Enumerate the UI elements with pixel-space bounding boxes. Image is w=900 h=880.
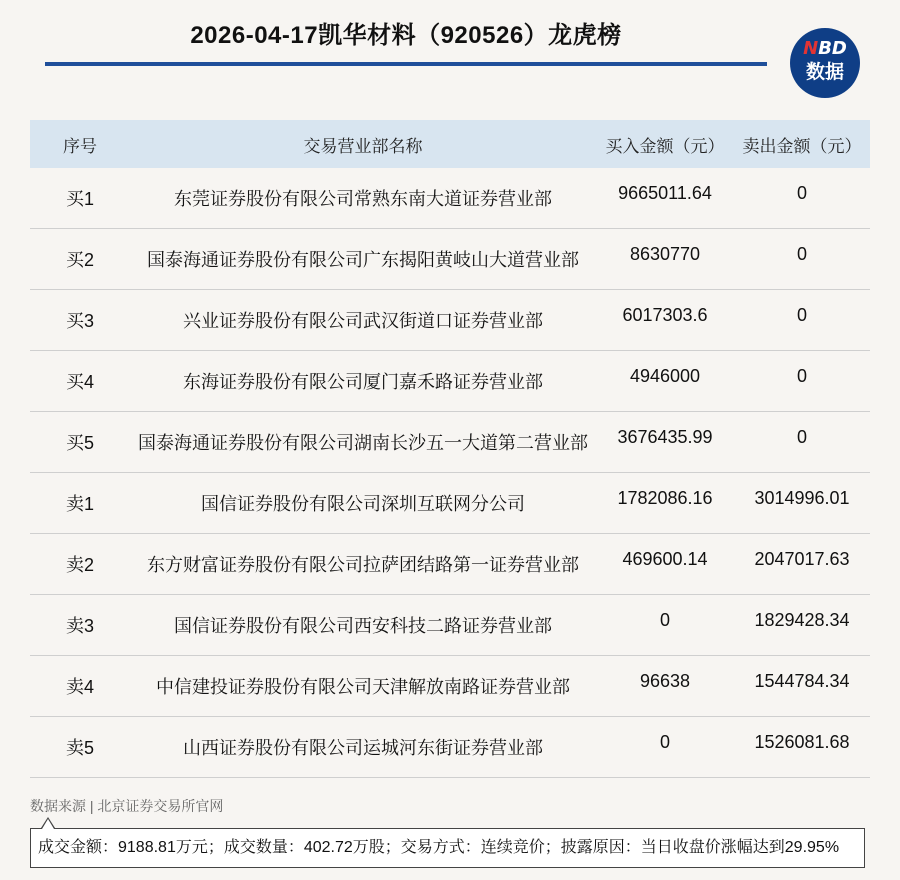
sell-amount: 1526081.68	[754, 732, 850, 752]
branch-name: 东海证券股份有限公司厦门嘉禾路证券营业部	[183, 372, 543, 392]
buy-amount: 6017303.6	[622, 305, 708, 325]
page-title: 2026-04-17凯华材料（920526）龙虎榜	[190, 22, 622, 49]
branch-name: 兴业证券股份有限公司武汉街道口证券营业部	[183, 311, 543, 331]
table-row	[30, 290, 870, 351]
buy-amount: 96638	[639, 671, 691, 691]
branch-name: 中信建投证券股份有限公司天津解放南路证券营业部	[156, 677, 570, 697]
header-index: 序号	[63, 136, 97, 156]
sell-amount: 1829428.34	[754, 610, 850, 630]
table-row	[30, 534, 870, 595]
header-sell-amount: 卖出金额（元）	[742, 136, 862, 156]
table-row	[30, 168, 870, 229]
table-row	[30, 717, 870, 778]
logo-bottom-text: 数据	[805, 61, 844, 83]
buy-amount: 469600.14	[622, 549, 708, 569]
branch-name: 山西证券股份有限公司运城河东街证券营业部	[183, 738, 543, 758]
data-source: 数据来源 | 北京证券交易所官网	[30, 798, 224, 814]
table-row	[30, 229, 870, 290]
sell-amount: 0	[796, 366, 807, 386]
row-index: 买1	[65, 189, 94, 209]
sell-amount: 3014996.01	[754, 488, 850, 508]
buy-amount: 4946000	[629, 366, 701, 386]
branch-name: 国泰海通证券股份有限公司广东揭阳黄岐山大道营业部	[147, 250, 579, 270]
sell-amount: 1544784.34	[754, 671, 850, 691]
sell-amount: 0	[796, 305, 807, 325]
nbd-logo	[790, 28, 860, 98]
table-row	[30, 473, 870, 534]
table-row	[30, 351, 870, 412]
sell-amount: 2047017.63	[754, 549, 850, 569]
row-index: 卖5	[65, 738, 94, 758]
table-row	[30, 656, 870, 717]
branch-name: 东莞证券股份有限公司常熟东南大道证券营业部	[174, 189, 552, 209]
title-underline	[45, 62, 767, 66]
buy-amount: 1782086.16	[617, 488, 713, 508]
table-row	[30, 412, 870, 473]
trading-table	[30, 120, 870, 778]
header-buy-amount: 买入金额（元）	[605, 136, 725, 156]
row-index: 买2	[65, 250, 94, 270]
header-branch-name: 交易营业部名称	[303, 136, 423, 156]
logo-top-text	[790, 39, 860, 59]
buy-amount: 8630770	[629, 244, 701, 264]
sell-amount: 0	[796, 183, 807, 203]
row-index: 卖2	[65, 555, 94, 575]
buy-amount: 0	[659, 732, 670, 752]
logo-bd-letters: BD	[818, 38, 847, 59]
buy-amount: 0	[659, 610, 670, 630]
branch-name: 东方财富证券股份有限公司拉萨团结路第一证券营业部	[147, 555, 579, 575]
row-index: 卖4	[65, 677, 94, 697]
table-row	[30, 595, 870, 656]
sell-amount: 0	[796, 427, 807, 447]
row-index: 买4	[65, 372, 94, 392]
row-index: 买3	[65, 311, 94, 331]
row-index: 卖1	[65, 494, 94, 514]
row-index: 买5	[65, 433, 94, 453]
table-body	[30, 168, 870, 778]
buy-amount: 9665011.64	[618, 183, 712, 203]
branch-name: 国信证券股份有限公司西安科技二路证券营业部	[174, 616, 552, 636]
table-header	[30, 120, 870, 168]
row-index: 卖3	[65, 616, 94, 636]
branch-name: 国泰海通证券股份有限公司湖南长沙五一大道第二营业部	[138, 433, 588, 453]
branch-name: 国信证券股份有限公司深圳互联网分公司	[201, 494, 525, 514]
note-arrow-fill	[42, 819, 54, 829]
buy-amount: 3676435.99	[617, 427, 713, 447]
sell-amount: 0	[796, 244, 807, 264]
logo-n-letter: N	[803, 38, 819, 59]
note-box: 成交金额：9188.81万元；成交数量：402.72万股；交易方式：连续竞价；披露原因：当日收盘价涨幅达到29.95%	[30, 828, 865, 868]
